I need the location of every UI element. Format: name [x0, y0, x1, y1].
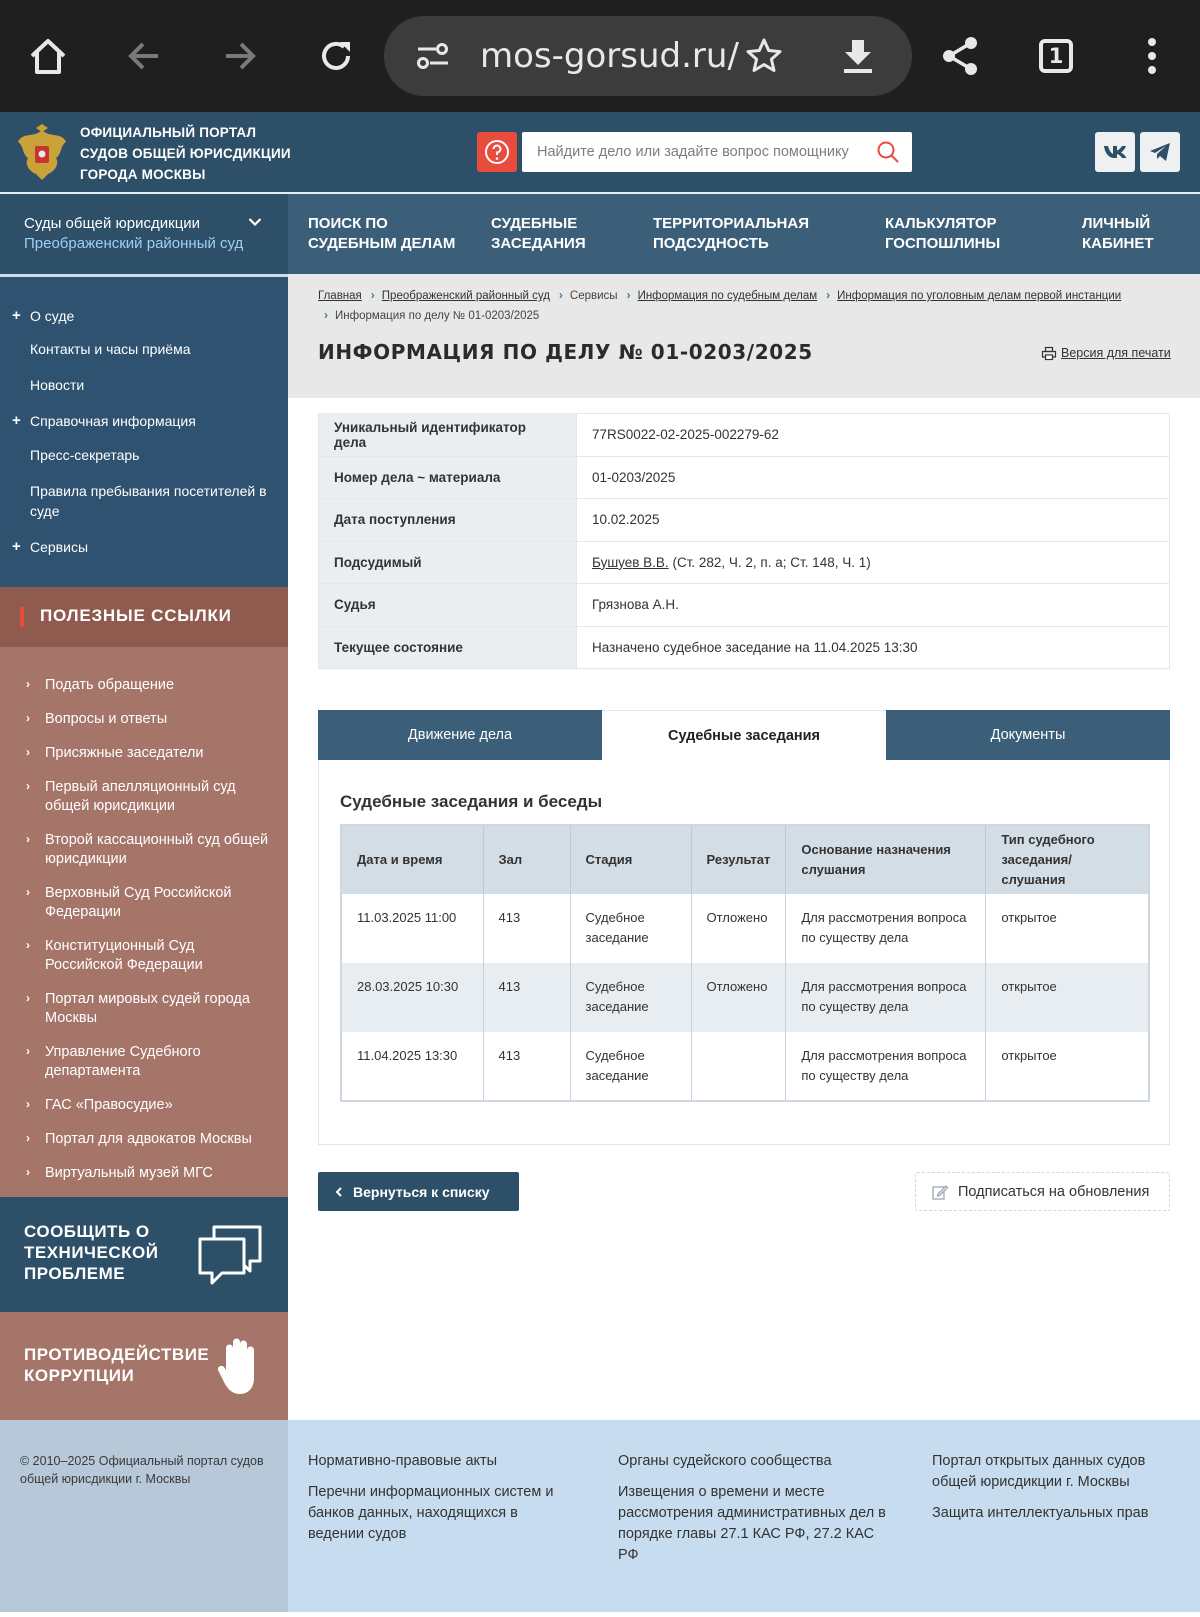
plus-icon: +	[12, 538, 21, 555]
hearing-datetime: 11.04.2025 13:30	[341, 1032, 483, 1101]
url-text[interactable]: mos-gorsud.ru/	[480, 36, 739, 76]
browser-toolbar	[0, 0, 1200, 112]
case-uid-label: Уникальный идентификатор дела	[319, 414, 577, 457]
useful-link[interactable]: Первый апелляционный суд общей юрисдикции	[45, 779, 236, 814]
hearing-type: открытое	[1001, 1048, 1057, 1063]
chevron-right-icon: ›	[626, 288, 631, 302]
tab-count: 1	[1039, 39, 1073, 73]
useful-link[interactable]: Присяжные заседатели	[45, 745, 204, 761]
column-header: Результат	[691, 825, 786, 894]
case-info-row	[319, 414, 1170, 457]
tech-problem-label: СООБЩИТЬ О ТЕХНИЧЕСКОЙ ПРОБЛЕМЕ	[24, 1222, 159, 1283]
chevron-right-icon: ›	[26, 991, 30, 1005]
hearing-type: открытое	[986, 963, 1149, 1032]
breadcrumb-court[interactable]: Преображенский районный суд	[381, 290, 550, 302]
useful-links-header	[0, 587, 288, 647]
hearing-basis: Для рассмотрения вопроса по существу дела	[786, 1032, 986, 1101]
breadcrumb-criminal-cases[interactable]: Информация по уголовным делам первой инстанции	[837, 290, 1122, 302]
useful-link[interactable]: Конституционный Суд Российской Федерации	[45, 938, 203, 973]
hearing-basis: Для рассмотрения вопроса по существу дела	[786, 963, 986, 1032]
breadcrumb-home[interactable]: Главная	[318, 290, 362, 302]
home-icon[interactable]	[20, 28, 76, 84]
case-uid-value: 77RS0022-02-2025-002279-62	[577, 414, 1170, 457]
hearings-title: Судебные заседания и беседы	[340, 792, 603, 811]
more-menu-icon[interactable]	[1124, 28, 1180, 84]
judge-label: Судья	[319, 584, 577, 627]
current-status-value: Назначено судебное заседание на 11.04.2025 13:30	[577, 626, 1170, 669]
case-tabs	[318, 710, 1170, 760]
footer-link[interactable]: Портал открытых данных судов общей юрисдикции г. Москвы	[932, 1453, 1146, 1490]
portal-title[interactable]: ОФИЦИАЛЬНЫЙ ПОРТАЛ СУДОВ ОБЩЕЙ ЮРИСДИКЦИИ ГОРОДА МОСКВЫ	[80, 125, 291, 182]
case-info-row	[319, 499, 1170, 542]
chevron-right-icon: ›	[26, 1097, 30, 1111]
breadcrumb	[318, 286, 1168, 326]
court-selector-type: Суды общей юрисдикции	[24, 215, 201, 232]
hearing-room: 413	[483, 894, 570, 963]
chevron-right-icon: ›	[26, 1165, 30, 1179]
chevron-right-icon: ›	[26, 745, 30, 759]
accent-bar	[20, 607, 24, 627]
telegram-icon[interactable]	[1140, 132, 1180, 172]
stop-hand-icon	[216, 1336, 264, 1398]
footer-link[interactable]: Органы судейского сообщества	[618, 1453, 832, 1469]
hearing-room: 413	[483, 1032, 570, 1101]
print-version-link[interactable]	[1042, 346, 1171, 360]
forward-arrow-icon[interactable]	[212, 28, 268, 84]
footer-link[interactable]: Нормативно-правовые акты	[308, 1453, 498, 1469]
receipt-date-value: 10.02.2025	[577, 499, 1170, 542]
nav-personal-account[interactable]: ЛИЧНЫЙ КАБИНЕТ	[1082, 215, 1154, 252]
breadcrumb-current: Информация по делу № 01-0203/2025	[335, 310, 540, 322]
subscribe-button[interactable]	[915, 1172, 1170, 1211]
useful-link[interactable]: Виртуальный музей МГС	[45, 1165, 213, 1181]
subscribe-label: Подписаться на обновления	[958, 1183, 1150, 1200]
useful-link[interactable]: Управление Судебного департамента	[45, 1044, 201, 1079]
footer-link[interactable]: Извещения о времени и месте рассмотрения административных дел в порядке главы 27.1 КАС РФ, 27.2 КАС РФ	[618, 1484, 886, 1563]
nav-fee-calculator[interactable]: КАЛЬКУЛЯТОР ГОСПОШЛИНЫ	[885, 215, 1001, 252]
sidebar-item-about[interactable]: О суде	[30, 308, 75, 324]
search-box	[522, 132, 912, 172]
edit-icon	[932, 1184, 948, 1200]
hearing-basis: Для рассмотрения вопроса по существу дела	[786, 894, 986, 963]
useful-link[interactable]: Подать обращение	[45, 677, 175, 693]
defendant-articles: (Ст. 282, Ч. 2, п. а; Ст. 148, Ч. 1)	[672, 554, 871, 570]
hearing-stage: Судебное заседание	[570, 963, 691, 1032]
chevron-right-icon: ›	[26, 779, 30, 793]
site-settings-icon[interactable]	[416, 40, 450, 72]
chevron-right-icon: ›	[26, 885, 30, 899]
chevron-left-icon	[335, 1187, 343, 1197]
defendant-value	[577, 541, 1170, 584]
search-input[interactable]	[522, 132, 852, 172]
case-number-value: 01-0203/2025	[577, 456, 1170, 499]
nav-jurisdiction[interactable]: ТЕРРИТОРИАЛЬНАЯ ПОДСУДНОСТЬ	[653, 215, 809, 252]
chevron-right-icon: ›	[370, 288, 375, 302]
table-row	[341, 1032, 1149, 1101]
page-header	[288, 274, 1200, 398]
back-to-list-button[interactable]	[318, 1172, 519, 1211]
column-header: Стадия	[570, 825, 691, 894]
useful-link[interactable]: Второй кассационный суд общей юрисдикции	[45, 832, 269, 867]
chevron-right-icon: ›	[324, 308, 328, 322]
sidebar-item-reference[interactable]: Справочная информация	[30, 413, 196, 429]
anticorruption-label: ПРОТИВОДЕЙСТВИЕ КОРРУПЦИИ	[24, 1345, 210, 1385]
chevron-right-icon: ›	[826, 288, 831, 302]
case-number-label: Номер дела ~ материала	[319, 456, 577, 499]
column-header: Дата и время	[341, 825, 483, 894]
hearing-result	[691, 1032, 786, 1101]
column-header: Зал	[483, 825, 570, 894]
footer-link[interactable]: Перечни информационных систем и банков данных, находящихся в ведении судов	[308, 1484, 554, 1542]
chevron-right-icon: ›	[26, 677, 30, 691]
footer-link[interactable]: Защита интеллектуальных прав	[932, 1505, 1149, 1521]
sidebar-item-visitor-rules[interactable]: Правила пребывания посетителей в суде	[30, 483, 267, 519]
chevron-right-icon: ›	[26, 832, 30, 846]
chevron-right-icon: ›	[26, 938, 30, 952]
print-version-label: Версия для печати	[1061, 346, 1171, 360]
main-nav	[0, 194, 1200, 274]
sidebar-menu	[0, 274, 288, 587]
judge-value: Грязнова А.Н.	[577, 584, 1170, 627]
useful-link[interactable]: Портал мировых судей города Москвы	[45, 991, 250, 1026]
copyright-text: © 2010–2025 Официальный портал судов общей юрисдикции г. Москвы	[20, 1454, 264, 1486]
back-arrow-icon[interactable]	[116, 28, 172, 84]
defendant-name-link[interactable]: Бушуев В.В.	[592, 554, 669, 570]
useful-link[interactable]: Верховный Суд Российской Федерации	[45, 885, 232, 920]
back-to-list-label: Вернуться к списку	[353, 1183, 490, 1200]
hearing-result: Отложено	[691, 963, 786, 1032]
share-icon[interactable]	[932, 28, 988, 84]
tab-hearings[interactable]: Судебные заседания	[602, 710, 886, 760]
plus-icon: +	[12, 412, 21, 429]
useful-link[interactable]: Портал для адвокатов Москвы	[45, 1131, 252, 1147]
anticorruption-block[interactable]	[0, 1312, 288, 1420]
page-title: ИНФОРМАЦИЯ ПО ДЕЛУ № 01-0203/2025	[318, 340, 813, 364]
chevron-down-icon	[248, 214, 262, 232]
hearing-type: открытое	[1001, 910, 1057, 925]
chevron-right-icon: ›	[26, 1044, 30, 1058]
table-row	[341, 894, 1149, 963]
hearing-stage: Судебное заседание	[570, 1032, 691, 1101]
hearings-table	[340, 824, 1150, 1102]
search-icon[interactable]	[876, 140, 900, 169]
chevron-right-icon: ›	[26, 1131, 30, 1145]
footer-copyright-area	[0, 1420, 288, 1612]
address-bar[interactable]	[384, 16, 912, 96]
sidebar-item-services[interactable]: Сервисы	[30, 539, 89, 555]
defendant-label: Подсудимый	[319, 541, 577, 584]
reload-icon[interactable]	[308, 28, 364, 84]
download-icon[interactable]	[838, 36, 878, 76]
sidebar-item-news[interactable]: Новости	[30, 377, 85, 393]
court-selector[interactable]	[0, 194, 288, 274]
sidebar-item-contacts[interactable]: Контакты и часы приёма	[30, 341, 191, 357]
useful-link[interactable]: Вопросы и ответы	[45, 711, 168, 727]
hearing-datetime: 11.03.2025 11:00	[341, 894, 483, 963]
tab-case-movement[interactable]: Движение дела	[318, 710, 602, 760]
table-header-row	[341, 825, 1149, 894]
coat-of-arms-logo[interactable]	[14, 124, 70, 184]
hearing-stage: Судебное заседание	[570, 894, 691, 963]
hearing-datetime: 28.03.2025 10:30	[341, 963, 483, 1032]
current-status-label: Текущее состояние	[319, 626, 577, 669]
case-info-row	[319, 541, 1170, 584]
chevron-right-icon: ›	[558, 288, 563, 302]
hearings-panel	[318, 760, 1170, 1145]
plus-icon: +	[12, 307, 21, 324]
sidebar-item-press[interactable]: Пресс-секретарь	[30, 447, 140, 463]
nav-case-search[interactable]: ПОИСК ПО СУДЕБНЫМ ДЕЛАМ	[308, 215, 456, 252]
hearing-result: Отложено	[691, 894, 786, 963]
useful-links-title: ПОЛЕЗНЫЕ ССЫЛКИ	[40, 606, 232, 625]
chat-bubbles-icon	[196, 1223, 264, 1285]
breadcrumb-services: Сервисы	[569, 290, 618, 302]
case-info-row	[319, 584, 1170, 627]
useful-link[interactable]: ГАС «Правосудие»	[45, 1097, 173, 1113]
useful-links-list	[0, 647, 288, 1197]
column-header: Тип судебного заседания/слушания	[986, 825, 1149, 894]
vk-icon[interactable]	[1095, 132, 1135, 172]
question-icon	[484, 139, 510, 165]
nav-hearings[interactable]: СУДЕБНЫЕ ЗАСЕДАНИЯ	[491, 215, 586, 252]
court-selector-court: Преображенский районный суд	[24, 235, 244, 252]
breadcrumb-case-info[interactable]: Информация по судебным делам	[637, 290, 818, 302]
help-button[interactable]	[477, 132, 517, 172]
site-header	[0, 112, 1200, 192]
tab-switcher-icon[interactable]	[1028, 28, 1084, 84]
table-row	[341, 963, 1149, 1032]
bookmark-star-icon[interactable]	[744, 36, 784, 76]
tech-problem-block[interactable]	[0, 1197, 288, 1312]
case-info-row	[319, 626, 1170, 669]
chevron-right-icon: ›	[26, 711, 30, 725]
column-header: Основание назначения слушания	[786, 825, 986, 894]
hearing-room: 413	[483, 963, 570, 1032]
case-info-row	[319, 456, 1170, 499]
printer-icon	[1042, 347, 1056, 360]
case-info-table	[318, 413, 1170, 669]
footer-links	[288, 1420, 1200, 1612]
receipt-date-label: Дата поступления	[319, 499, 577, 542]
tab-documents[interactable]: Документы	[886, 710, 1170, 760]
